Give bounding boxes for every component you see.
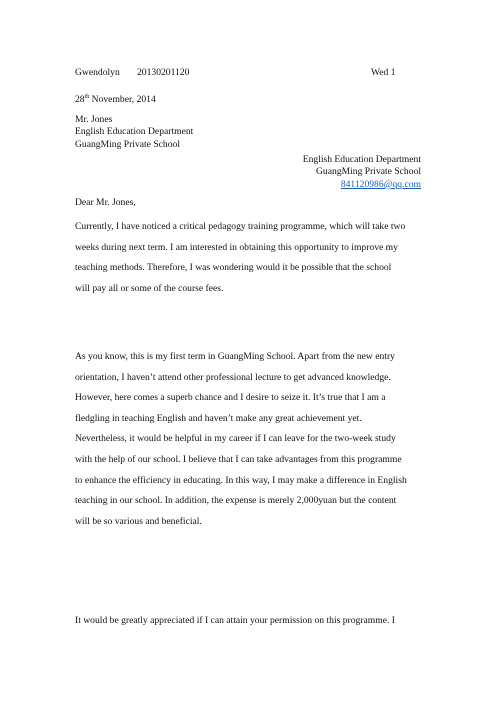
paragraph-line: Currently, I have noticed a critical pedagogy training programme, which will take two <box>75 221 406 232</box>
recipient-name: Mr. Jones <box>75 114 113 125</box>
paragraph-line: with the help of our school. I believe that I can take advantages from this programme <box>75 453 402 465</box>
salutation: Dear Mr. Jones, <box>75 197 136 208</box>
paragraph-line: orientation, I haven’t attend other professional lecture to get advanced knowledge. <box>75 371 391 383</box>
date-day: 28 <box>75 94 85 105</box>
paragraph-line: teaching in our school. In addition, the expense is merely 2,000yuan but the content <box>75 495 397 507</box>
sender-email-link[interactable]: 841120986@qq.com <box>340 179 421 190</box>
paragraph-line: fledgling in teaching English and haven’t make any great achievement yet. <box>75 412 362 424</box>
sender-school: GuangMing Private School <box>316 166 421 177</box>
paragraph-line: Nevertheless, it would be helpful in my career if I can leave for the two-week study <box>75 433 396 445</box>
sender-department: English Education Department <box>302 154 421 165</box>
paragraph-line: will be so various and beneficial. <box>75 515 202 527</box>
body-paragraph <box>75 347 421 532</box>
recipient-school: GuangMing Private School <box>75 139 180 150</box>
date-suffix: th <box>84 93 90 100</box>
date-rest: November, 2014 <box>89 94 156 105</box>
recipient-department: English Education Department <box>75 126 194 137</box>
body-paragraph <box>75 611 421 632</box>
body-paragraph <box>75 217 421 299</box>
paragraph-line: teaching methods. Therefore, I was wondering would it be possible that the school <box>75 262 392 274</box>
paragraph-line: will pay all or some of the course fees. <box>75 282 224 294</box>
author-name: Gwendolyn <box>75 67 120 78</box>
paragraph-line: However, here comes a superb chance and I desire to seize it. It’s true that I am a <box>75 392 386 404</box>
paragraph-line: to enhance the efficiency in educating. In this way, I may make a difference in English <box>75 474 407 486</box>
class-label: Wed 1 <box>371 67 396 78</box>
letter-date <box>75 94 156 106</box>
paragraph-line: It would be greatly appreciated if I can attain your permission on this programme. I <box>75 615 395 626</box>
student-id: 20130201120 <box>137 67 190 78</box>
paragraph-line: As you know, this is my first term in GuangMing School. Apart from the new entry <box>75 351 395 362</box>
paragraph-line: weeks during next term. I am interested in obtaining this opportunity to improve my <box>75 241 398 253</box>
